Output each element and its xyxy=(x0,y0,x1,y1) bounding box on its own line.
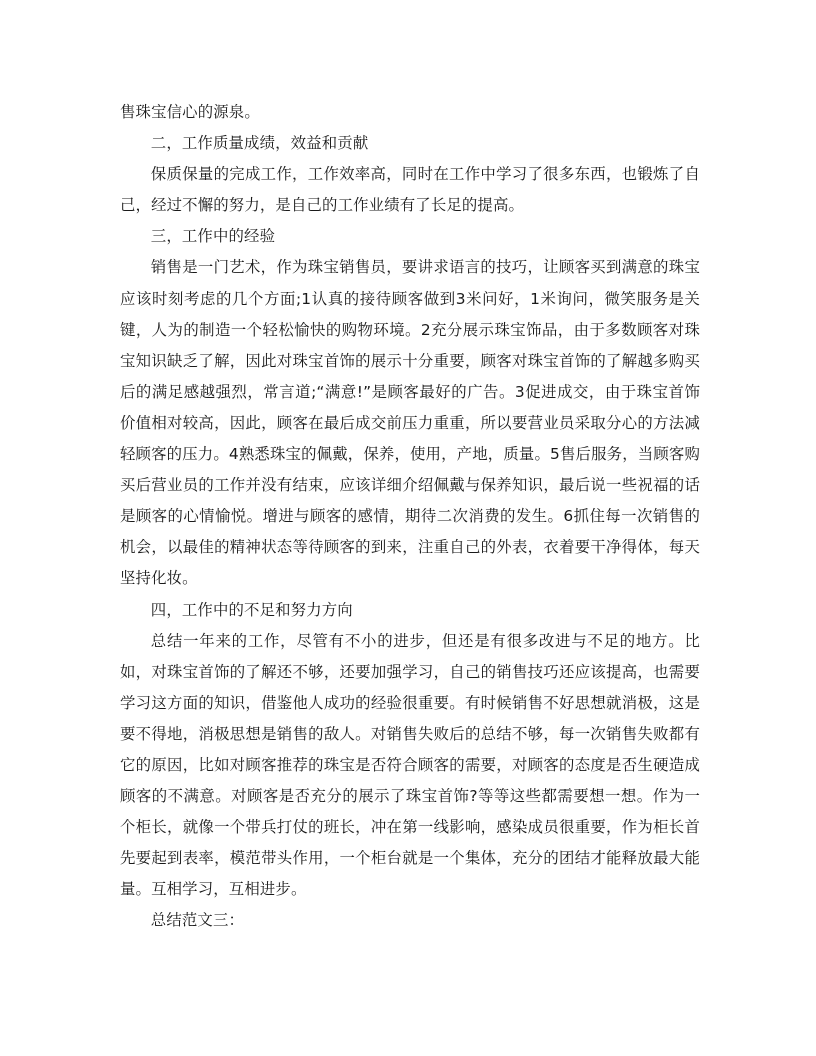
section-heading-sample-three: 总结范文三： xyxy=(150,911,245,930)
section-heading-experience: 三，工作中的经验 xyxy=(150,227,276,246)
paragraph-experience: 销售是一门艺术，作为珠宝销售员，要讲求语言的技巧，让顾客买到满意的珠宝应该时刻考虑的几个方面;1认真的接待顾客做到3米问好，1米询问，微笑服务是关键，人为的制造一个轻松愉快的购物环境。2充分展示珠宝饰品，由于多数顾客对珠宝知识缺乏了解，因此对珠宝首饰的展示十分重要，顾客对珠宝首饰的了解越多购买后的满足感越强烈，常言道;“满意!”是顾客最好的广告。3促进成交，由于珠宝首饰价值相对较高，因此，顾客在最后成交前压力重重，所以要营业员采取分心的方法减轻顾客的压力。4熟悉珠宝的佩戴，保养，使用，产地，质量。5售后服务，当顾客购买后营业员的工作并没有结束，应该详细介绍佩戴与保养知识，最后说一些祝福的话是顾客的心情愉悦。增进与顾客的感情，期待二次消费的发生。6抓住每一次销售的机会，以最佳的精神状态等待顾客的到来，注重自己的外表，衣着要干净得体，每天坚持化妆。 xyxy=(120,258,700,588)
section-heading-shortcomings: 四，工作中的不足和努力方向 xyxy=(150,600,353,619)
paragraph-continuation: 售珠宝信心的源泉。 xyxy=(120,103,260,121)
paragraph-shortcomings: 总结一年来的工作，尽管有不小的进步，但还是有很多改进与不足的地方。比如，对珠宝首饰的了解还不够，还要加强学习，自己的销售技巧还应该提高，也需要学习这方面的知识，借鉴他人成功的经验很重要。有时候销售不好思想就消极，这是要不得地，消极思想是销售的敌人。对销售失败后的总结不够，每一次销售失败都有它的原因，比如对顾客推荐的珠宝是否符合顾客的需要，对顾客的态度是否生硬造成顾客的不满意。对顾客是否充分的展示了珠宝首饰?等等这些都需要想一想。作为一个柜长，就像一个带兵打仗的班长，冲在第一线影响，感染成员很重要，作为柜长首先要起到表率，模范带头作用，一个柜台就是一个集体，充分的团结才能释放最大能量。互相学习，互相进步。 xyxy=(120,631,700,899)
document-body xyxy=(120,97,700,937)
paragraph-quality: 保质保量的完成工作，工作效率高，同时在工作中学习了很多东西，也锻炼了自己，经过不懈的努力，是自己的工作业绩有了长足的提高。 xyxy=(120,165,700,215)
section-heading-quality: 二，工作质量成绩，效益和贡献 xyxy=(150,134,369,153)
